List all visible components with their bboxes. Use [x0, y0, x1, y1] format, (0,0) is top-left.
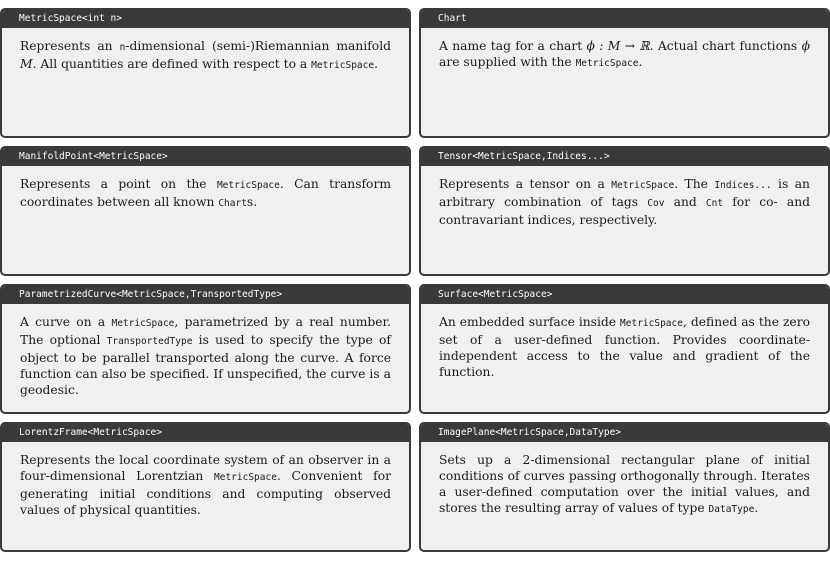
card-chart — [419, 8, 830, 138]
card-description — [2, 166, 409, 212]
card-description — [2, 442, 409, 518]
card-title: ImagePlane<MetricSpace,DataType> — [421, 424, 828, 442]
text-run: . — [374, 57, 378, 71]
text-run: and — [664, 195, 706, 209]
code-token: n — [119, 42, 126, 53]
card-surface — [419, 284, 830, 414]
code-token: Chart — [218, 198, 247, 209]
card-description — [421, 442, 828, 518]
card-title: Chart — [421, 10, 828, 28]
card-description — [421, 166, 828, 228]
card-title: Tensor<MetricSpace,Indices...> — [421, 148, 828, 166]
code-token: Indices... — [714, 180, 772, 191]
text-run: for co- and contravariant indices, respectively. — [439, 195, 810, 227]
text-run: A curve on a — [20, 315, 112, 329]
text-run: , defined as the zero set of a user-defined function. Provides coordinate-independent access to the value and gradient of the function. — [439, 315, 810, 379]
code-token: MetricSpace — [214, 472, 277, 483]
card-image-plane — [419, 422, 830, 552]
math-expression: ϕ — [801, 39, 810, 53]
card-lorentz-frame — [0, 422, 411, 552]
card-title: LorentzFrame<MetricSpace> — [2, 424, 409, 442]
card-tensor — [419, 146, 830, 276]
text-run: is an arbitrary combination of tags — [439, 177, 810, 209]
text-run: An embedded surface inside — [439, 315, 621, 329]
code-token: DataType — [708, 504, 755, 515]
card-title: ManifoldPoint<MetricSpace> — [2, 148, 409, 166]
text-run: s. — [246, 195, 258, 209]
text-run: . Can transform coordinates between all known — [20, 177, 391, 209]
code-token: Cov — [647, 198, 665, 209]
text-run: Sets up a 2-dimensional rectangular plane of initial conditions of curves passing orthogonally through. Iterates a user-defined computation over the initial values, and stores the resulting array of values of type — [439, 453, 810, 515]
text-run: Represents the local coordinate system of an observer in a four-dimensional Lorentzian — [20, 453, 391, 483]
card-description — [421, 304, 828, 380]
text-run: A name tag for a chart — [439, 39, 587, 53]
text-run: Represents a point on the — [20, 177, 217, 191]
text-run: Represents a tensor on a — [439, 177, 612, 191]
text-run: . — [638, 55, 643, 69]
text-run: . All quantities are defined with respect to a — [32, 57, 312, 71]
text-run: . Convenient for generating initial conditions and computing observed values of physical quantities. — [20, 469, 391, 517]
card-description — [2, 304, 409, 398]
text-run: . Actual chart functions — [649, 39, 802, 53]
card-description — [421, 28, 828, 72]
text-run: are supplied with the — [439, 55, 576, 69]
text-run: is used to specify the type of object to be parallel transported along the curve. A force function can also be specified. If unspecified, the curve is a geodesic. — [20, 333, 391, 397]
math-expression: M — [20, 57, 33, 71]
code-token: TransportedType — [106, 336, 193, 347]
code-token: Cnt — [705, 198, 724, 209]
card-metric-space — [0, 8, 411, 138]
text-run: . — [754, 501, 759, 515]
code-token: MetricSpace — [111, 318, 175, 329]
text-run: -dimensional (semi-)Riemannian manifold — [125, 39, 391, 53]
class-card-grid — [0, 8, 830, 552]
card-title: Surface<MetricSpace> — [421, 286, 828, 304]
code-token: MetricSpace — [611, 180, 675, 191]
card-title: MetricSpace<int n> — [2, 10, 409, 28]
card-title: ParametrizedCurve<MetricSpace,TransportedType> — [2, 286, 409, 304]
math-expression: ϕ : M → ℝ — [586, 39, 650, 53]
code-token: MetricSpace — [311, 60, 375, 71]
card-manifold-point — [0, 146, 411, 276]
text-run: Represents an — [20, 39, 120, 53]
code-token: MetricSpace — [620, 318, 683, 329]
text-run: , parametrized by a real number. The optional — [20, 315, 391, 347]
text-run: . The — [674, 177, 715, 191]
card-parametrized-curve — [0, 284, 411, 414]
code-token: MetricSpace — [575, 58, 639, 69]
card-description — [2, 28, 409, 74]
code-token: MetricSpace — [216, 180, 280, 191]
